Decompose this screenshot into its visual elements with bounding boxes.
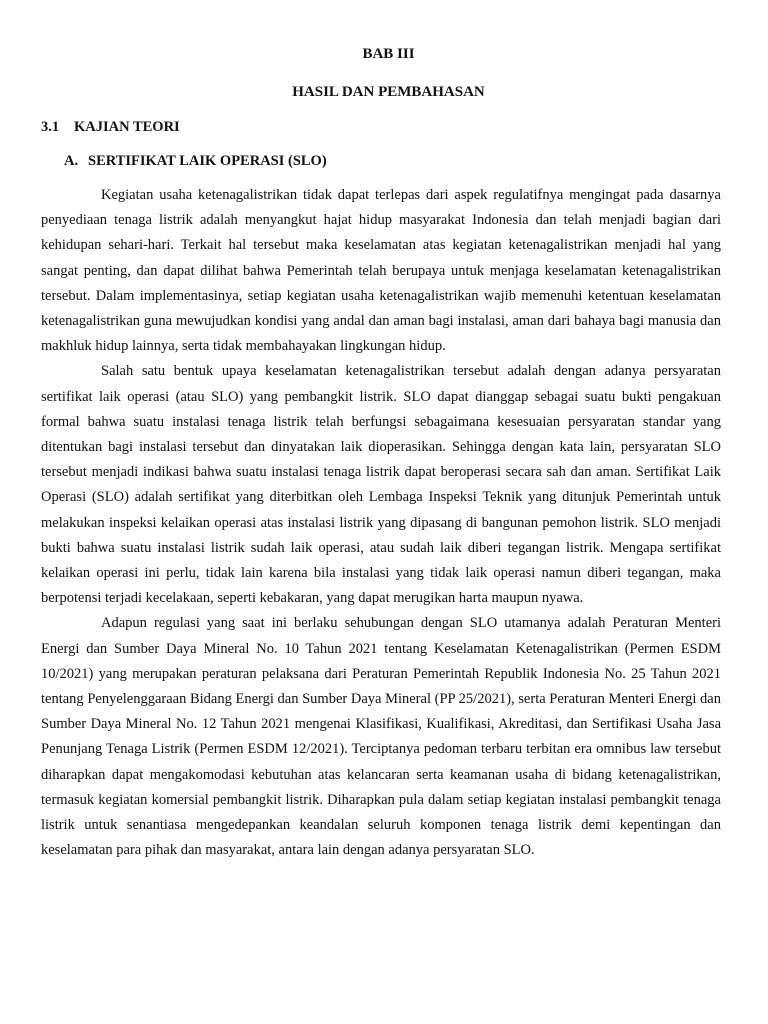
- subsection-number: A.: [64, 153, 79, 169]
- section-title: KAJIAN TEORI: [74, 119, 180, 135]
- paragraph: Adapun regulasi yang saat ini berlaku sehubungan dengan SLO utamanya adalah Peraturan Menteri Energi dan Sumber Daya Mineral No. 10 Tahun 2021 tentang Keselamatan Ketenagalistrikan (Permen ESDM 10/2021) yang merupakan peraturan pelaksana dari Peraturan Pemerintah Republik Indonesia No. 25 Tahun 2021 tentang Penyelenggaraan Bidang Energi dan Sumber Daya Mineral (PP 25/2021), serta Peraturan Menteri Energi dan Sumber Daya Mineral No. 12 Tahun 2021 mengenai Klasifikasi, Kualifikasi, Akreditasi, dan Sertifikasi Usaha Jasa Penunjang Tenaga Listrik (Permen ESDM 12/2021). Terciptanya pedoman terbaru terbitan era omnibus law tersebut diharapkan dapat mengakomodasi kebutuhan atas kelancaran serta keamanan usaha di bidang ketenagalistrikan, termasuk kegiatan komersial pembangkit listrik. Diharapkan pula dalam setiap kegiatan instalasi pembangkit tenaga listrik untuk senantiasa mengedepankan keandalan seluruh komponen tenaga listrik demi kepentingan dan keselamatan para pihak dan masyarakat, antara lain dengan adanya persyaratan SLO.: [41, 615, 721, 859]
- body-text: [41, 183, 721, 863]
- paragraph: Salah satu bentuk upaya keselamatan ketenagalistrikan tersebut adalah dengan adanya persyaratan sertifikat laik operasi (atau SLO) yang pembangkit listrik. SLO dapat dianggap sebagai suatu bukti pengakuan formal bahwa suatu instalasi tenaga listrik telah berfungsi sebagaimana kesesuaian persyaratan standar yang ditentukan bagi instalasi tersebut dan dinyatakan laik dioperasikan. Sehingga dengan kata lain, persyaratan SLO tersebut menjadi indikasi bahwa suatu instalasi tenaga listrik dapat beroperasi secara sah dan aman. Sertifikat Laik Operasi (SLO) adalah sertifikat yang diterbitkan oleh Lembaga Inspeksi Teknik yang ditunjuk Pemerintah untuk melakukan inspeksi kelaikan operasi atas instalasi listrik yang dipasang di bangunan pemohon listrik. SLO menjadi bukti bahwa suatu instalasi listrik sudah laik operasi, atau sudah laik diberi tegangan listrik. Mengapa sertifikat kelaikan operasi ini perlu, tidak lain karena bila instalasi yang tidak laik operasi namun diberi tegangan, maka berpotensi terjadi kecelakaan, seperti kebakaran, yang dapat merugikan harta maupun nyawa.: [41, 363, 721, 607]
- section-heading: [41, 117, 721, 137]
- chapter-title: HASIL DAN PEMBAHASAN: [292, 84, 485, 100]
- section-number: 3.1: [41, 119, 60, 135]
- paragraph: Kegiatan usaha ketenagalistrikan tidak dapat terlepas dari aspek regulatifnya mengingat pada dasarnya penyediaan tenaga listrik adalah menyangkut hajat hidup masyarakat Indonesia dan telah menjadi bagian dari kehidupan sehari-hari. Terkait hal tersebut maka keselamatan atas kegiatan ketenagalistrikan menjadi hal yang sangat penting, dan dapat dilihat bahwa Pemerintah telah berupaya untuk menjaga keselamatan ketenagalistrikan tersebut. Dalam implementasinya, setiap kegiatan usaha ketenagalistrikan wajib memenuhi ketentuan keselamatan ketenagalistrikan guna mewujudkan kondisi yang andal dan aman bagi instalasi, aman dari bahaya bagi manusia dan makhluk hidup lainnya, serta tidak membahayakan lingkungan hidup.: [41, 187, 721, 355]
- subsection-title: SERTIFIKAT LAIK OPERASI (SLO): [88, 153, 327, 169]
- chapter-number: BAB III: [362, 46, 415, 62]
- subsection-heading: [64, 151, 721, 171]
